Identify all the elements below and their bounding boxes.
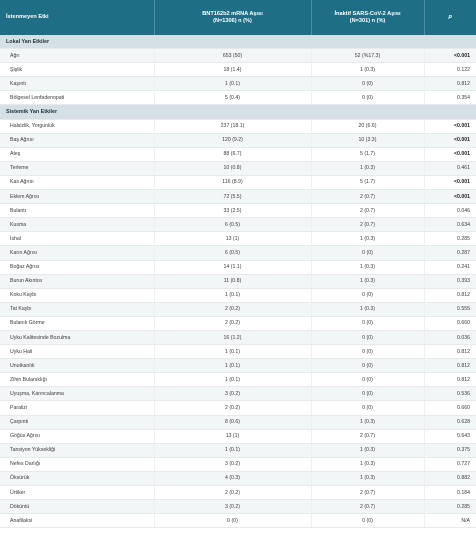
row-label: Öksürük: [0, 471, 154, 485]
table-body: [0, 35, 476, 528]
table-row: [0, 443, 476, 457]
table-row: [0, 514, 476, 528]
p-value: 0.036: [424, 330, 476, 344]
bnt162b2-count: 16 (1.2): [154, 330, 311, 344]
bnt162b2-count: 1 (0.1): [154, 359, 311, 373]
p-value: <0.001: [424, 175, 476, 189]
inactive-count: 1 (0.3): [311, 302, 424, 316]
table-row: [0, 119, 476, 133]
p-value: <0.001: [424, 49, 476, 63]
bnt162b2-count: 1 (0.1): [154, 443, 311, 457]
p-value: 0.812: [424, 373, 476, 387]
inactive-count: 5 (1.7): [311, 175, 424, 189]
table-row: [0, 316, 476, 330]
row-label: Uyuşma, Karıncalanma: [0, 387, 154, 401]
table-row: [0, 401, 476, 415]
p-value: 0.812: [424, 345, 476, 359]
inactive-count: 1 (0.3): [311, 443, 424, 457]
inactive-count: 0 (0): [311, 387, 424, 401]
table-row: [0, 330, 476, 344]
row-label: Baş Ağrısı: [0, 133, 154, 147]
inactive-count: 1 (0.3): [311, 260, 424, 274]
bnt162b2-count: 2 (0.2): [154, 316, 311, 330]
bnt162b2-count: 10 (0.8): [154, 161, 311, 175]
bnt162b2-count: 13 (1): [154, 232, 311, 246]
p-value: 0.727: [424, 457, 476, 471]
inactive-count: 0 (0): [311, 330, 424, 344]
bnt162b2-count: 5 (0.4): [154, 91, 311, 105]
row-label: Uyku Hali: [0, 345, 154, 359]
bnt162b2-count: 8 (0.6): [154, 415, 311, 429]
inactive-count: 1 (0.3): [311, 63, 424, 77]
row-label: Tansiyon Yüksekliği: [0, 443, 154, 457]
row-label: Ürtiker: [0, 486, 154, 500]
inactive-count: 1 (0.3): [311, 471, 424, 485]
table-row: [0, 133, 476, 147]
table-row: [0, 49, 476, 63]
bnt162b2-count: 72 (5.5): [154, 190, 311, 204]
p-value: <0.001: [424, 147, 476, 161]
table-row: [0, 274, 476, 288]
bnt162b2-count: 1 (0.1): [154, 373, 311, 387]
p-value: 0.812: [424, 77, 476, 91]
p-value: 0.285: [424, 500, 476, 514]
p-value: 0.634: [424, 218, 476, 232]
p-value: 0.555: [424, 302, 476, 316]
p-value: 0.354: [424, 91, 476, 105]
row-label: Uyku Kalitesinde Bozulma: [0, 330, 154, 344]
row-label: Ateş: [0, 147, 154, 161]
p-value: 0.660: [424, 401, 476, 415]
inactive-count: 2 (0.7): [311, 190, 424, 204]
bnt162b2-count: 0 (0): [154, 514, 311, 528]
inactive-count: 0 (0): [311, 401, 424, 415]
row-label: Halsizlik, Yorgunluk: [0, 119, 154, 133]
p-value: 0.643: [424, 429, 476, 443]
inactive-count: 20 (6.6): [311, 119, 424, 133]
row-label: Çarpıntı: [0, 415, 154, 429]
p-value: 0.536: [424, 387, 476, 401]
row-label: Tat Kaybı: [0, 302, 154, 316]
row-label: Şişlik: [0, 63, 154, 77]
bnt162b2-count: 1 (0.1): [154, 77, 311, 91]
bnt162b2-count: 2 (0.2): [154, 486, 311, 500]
inactive-count: 0 (0): [311, 246, 424, 260]
inactive-count: 1 (0.3): [311, 415, 424, 429]
table-row: [0, 77, 476, 91]
inactive-count: 0 (0): [311, 359, 424, 373]
table-row: [0, 373, 476, 387]
inactive-count: 10 (3.3): [311, 133, 424, 147]
table-row: [0, 246, 476, 260]
table-row: [0, 288, 476, 302]
bnt162b2-count: 3 (0.2): [154, 457, 311, 471]
bnt162b2-count: 18 (1.4): [154, 63, 311, 77]
p-value: 0.461: [424, 161, 476, 175]
table-row: [0, 429, 476, 443]
inactive-count: 5 (1.7): [311, 147, 424, 161]
header-inactive-n: (N=301) n (%): [349, 17, 386, 24]
row-label: Kas Ağrısı: [0, 175, 154, 189]
p-value: <0.001: [424, 190, 476, 204]
row-label: Zihin Bulanıklığı: [0, 373, 154, 387]
p-value: N/A: [424, 514, 476, 528]
p-value: <0.001: [424, 133, 476, 147]
table-row: [0, 486, 476, 500]
header-bnt162b2: [154, 0, 311, 35]
p-value: 0.046: [424, 204, 476, 218]
bnt162b2-count: 4 (0.3): [154, 471, 311, 485]
row-label: Anafilaksi: [0, 514, 154, 528]
section-header: [0, 35, 476, 49]
section-title: Sistemik Yan Etkiler: [0, 105, 476, 119]
table-row: [0, 232, 476, 246]
p-value: 0.375: [424, 443, 476, 457]
row-label: Koku Kaybı: [0, 288, 154, 302]
bnt162b2-count: 237 (18.1): [154, 119, 311, 133]
p-value: 0.287: [424, 246, 476, 260]
p-value: 0.660: [424, 316, 476, 330]
bnt162b2-count: 2 (0.2): [154, 302, 311, 316]
bnt162b2-count: 88 (6.7): [154, 147, 311, 161]
table-row: [0, 218, 476, 232]
table-header-row: [0, 0, 476, 35]
row-label: Karın Ağrısı: [0, 246, 154, 260]
p-value: 0.882: [424, 471, 476, 485]
p-value: 0.628: [424, 415, 476, 429]
row-label: Paralizi: [0, 401, 154, 415]
row-label: Bulanık Görme: [0, 316, 154, 330]
row-label: İshal: [0, 232, 154, 246]
inactive-count: 0 (0): [311, 91, 424, 105]
inactive-count: 1 (0.3): [311, 232, 424, 246]
inactive-count: 0 (0): [311, 345, 424, 359]
p-value: 0.285: [424, 232, 476, 246]
header-bnt162b2-title: BNT162b2 mRNA Aşısı: [202, 10, 263, 17]
inactive-count: 1 (0.3): [311, 457, 424, 471]
row-label: Bulantı: [0, 204, 154, 218]
row-label: Boğaz Ağrısı: [0, 260, 154, 274]
table-row: [0, 415, 476, 429]
bnt162b2-count: 1 (0.1): [154, 288, 311, 302]
inactive-count: 0 (0): [311, 514, 424, 528]
bnt162b2-count: 14 (1.1): [154, 260, 311, 274]
row-label: Eklem Ağrısı: [0, 190, 154, 204]
bnt162b2-count: 6 (0.5): [154, 218, 311, 232]
bnt162b2-count: 116 (8.9): [154, 175, 311, 189]
bnt162b2-count: 3 (0.2): [154, 387, 311, 401]
table-row: [0, 359, 476, 373]
table-row: [0, 471, 476, 485]
bnt162b2-count: 13 (1): [154, 429, 311, 443]
header-inactive-vaccine: [311, 0, 424, 35]
bnt162b2-count: 11 (0.8): [154, 274, 311, 288]
inactive-count: 0 (0): [311, 77, 424, 91]
row-label: Kusma: [0, 218, 154, 232]
inactive-count: 2 (0.7): [311, 218, 424, 232]
header-adverse-effect: İstenmeyen Etki: [0, 0, 154, 35]
p-value: 0.184: [424, 486, 476, 500]
inactive-count: 52 (%17.3): [311, 49, 424, 63]
row-label: Unutkanlık: [0, 359, 154, 373]
table-row: [0, 387, 476, 401]
table-row: [0, 457, 476, 471]
inactive-count: 0 (0): [311, 316, 424, 330]
inactive-count: 0 (0): [311, 373, 424, 387]
inactive-count: 2 (0.7): [311, 486, 424, 500]
inactive-count: 2 (0.7): [311, 500, 424, 514]
header-p-value: p: [424, 0, 476, 35]
inactive-count: 2 (0.7): [311, 204, 424, 218]
row-label: Burun Akıntısı: [0, 274, 154, 288]
inactive-count: 0 (0): [311, 288, 424, 302]
table-row: [0, 63, 476, 77]
row-label: Döküntü: [0, 500, 154, 514]
table-row: [0, 302, 476, 316]
bnt162b2-count: 1 (0.1): [154, 345, 311, 359]
header-inactive-title: İnaktif SARS-CoV-2 Aşısı: [334, 10, 401, 17]
bnt162b2-count: 653 (50): [154, 49, 311, 63]
row-label: Nefes Darlığı: [0, 457, 154, 471]
table-row: [0, 175, 476, 189]
row-label: Bölgesel Lenfadenopati: [0, 91, 154, 105]
p-value: 0.812: [424, 359, 476, 373]
bnt162b2-count: 2 (0.2): [154, 401, 311, 415]
bnt162b2-count: 3 (0.2): [154, 500, 311, 514]
section-header: [0, 105, 476, 119]
section-title: Lokal Yan Etkiler: [0, 35, 476, 49]
p-value: 0.241: [424, 260, 476, 274]
row-label: Terleme: [0, 161, 154, 175]
p-value: 0.122: [424, 63, 476, 77]
table-row: [0, 91, 476, 105]
row-label: Kaşıntı: [0, 77, 154, 91]
p-value: 0.393: [424, 274, 476, 288]
table-row: [0, 190, 476, 204]
header-bnt162b2-n: (N=1306) n (%): [213, 17, 252, 24]
table-row: [0, 161, 476, 175]
inactive-count: 2 (0.7): [311, 429, 424, 443]
bnt162b2-count: 33 (2.5): [154, 204, 311, 218]
table-row: [0, 204, 476, 218]
table-row: [0, 260, 476, 274]
row-label: Göğüs Ağrısı: [0, 429, 154, 443]
table-row: [0, 345, 476, 359]
inactive-count: 1 (0.3): [311, 161, 424, 175]
p-value: <0.001: [424, 119, 476, 133]
table-row: [0, 147, 476, 161]
bnt162b2-count: 120 (9.2): [154, 133, 311, 147]
table-row: [0, 500, 476, 514]
inactive-count: 1 (0.3): [311, 274, 424, 288]
bnt162b2-count: 6 (0.5): [154, 246, 311, 260]
p-value: 0.812: [424, 288, 476, 302]
row-label: Ağrı: [0, 49, 154, 63]
